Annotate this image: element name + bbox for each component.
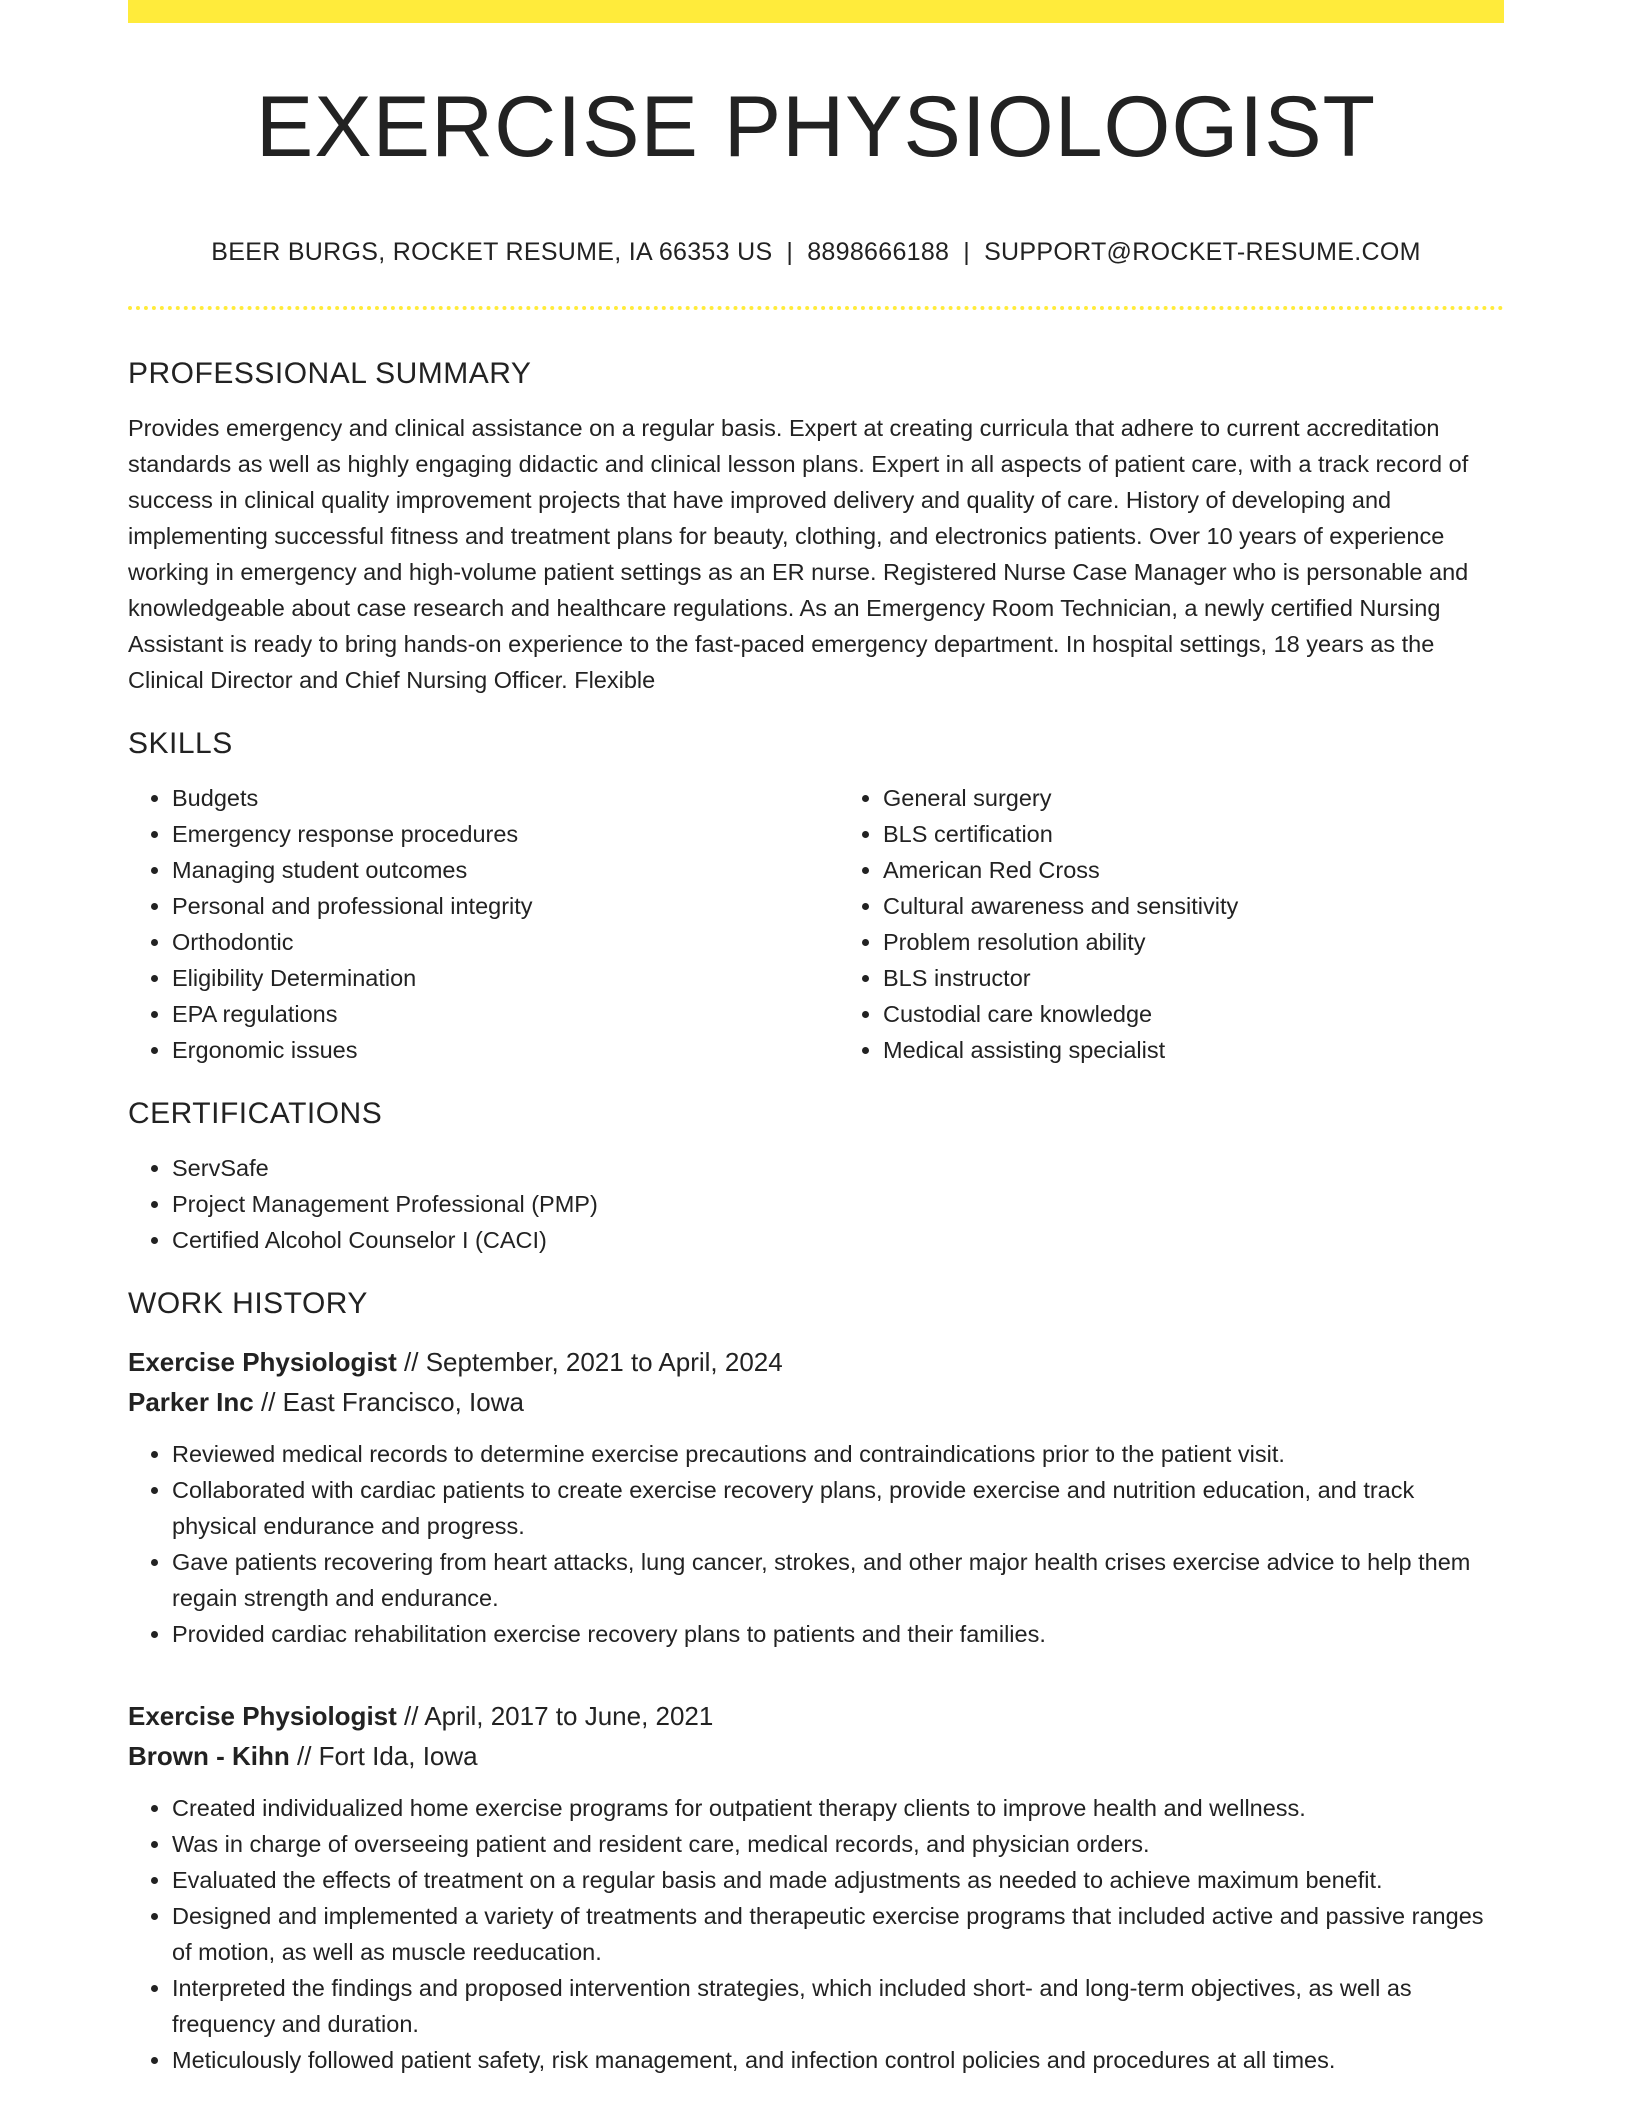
job-entry [128,1696,1504,2078]
job-company-line [128,1382,1504,1422]
skill-item: • BLS instructor [883,960,1504,996]
job-entry [128,1342,1504,1652]
summary-section [128,352,1504,698]
job-dates: // April, 2017 to June, 2021 [396,1701,714,1731]
skill-item: • Custodial care knowledge [883,996,1504,1032]
skill-item: • Medical assisting specialist [883,1032,1504,1068]
skill-item: • Budgets [172,780,793,816]
skill-item: • Problem resolution ability [883,924,1504,960]
certifications-heading: CERTIFICATIONS [128,1097,383,1130]
skills-list-left [128,780,793,1068]
skills-list-right [793,780,1504,1068]
job-title: Exercise Physiologist [128,1701,397,1731]
header-divider [128,306,1504,310]
job-dates: // September, 2021 to April, 2024 [396,1347,783,1377]
skill-item: • Personal and professional integrity [172,888,793,924]
skill-item: • Orthodontic [172,924,793,960]
skill-item: • Ergonomic issues [172,1032,793,1068]
contact-email[interactable]: SUPPORT@ROCKET-RESUME.COM [984,238,1421,266]
job-bullets [128,1436,1504,1652]
certifications-list [128,1150,1504,1258]
skill-item: • BLS certification [883,816,1504,852]
skill-item: • EPA regulations [172,996,793,1032]
skill-item: • Cultural awareness and sensitivity [883,888,1504,924]
contact-separator: | [786,238,794,266]
skills-heading: SKILLS [128,727,233,760]
work-history-heading: WORK HISTORY [128,1287,368,1320]
skills-grid [128,780,1504,1068]
job-location: // Fort Ida, Iowa [289,1741,478,1771]
job-bullets [128,1790,1504,2078]
job-title-line [128,1696,1504,1736]
resume-content [128,352,1504,2078]
skill-item: • General surgery [883,780,1504,816]
job-spacer [128,1652,1504,1680]
certification-item: • Project Management Professional (PMP) [172,1186,1504,1222]
summary-text: Provides emergency and clinical assistance on a regular basis. Expert at creating curricula that adhere to current accreditation standards as well as highly engaging didactic and clinical lesson plans. Expert in all aspects of patient care, with a track record of success in clinical quality improvement projects that have improved delivery and quality of care. History of developing and implementing successful fitness and treatment plans for beauty, clothing, and electronics patients. Over 10 years of experience working in emergency and high-volume patient settings as an ER nurse. Registered Nurse Case Manager who is personable and knowledgeable about case research and healthcare regulations. As an Emergency Room Technician, a newly certified Nursing Assistant is ready to bring hands-on experience to the fast-paced emergency department. In hospital settings, 18 years as the Clinical Director and Chief Nursing Officer. Flexible [128,415,1469,693]
job-bullet: • Collaborated with cardiac patients to create exercise recovery plans, provide exercise and nutrition education, and track physical endurance and progress. [172,1472,1504,1544]
job-company: Brown - Kihn [128,1741,290,1771]
contact-phone: 8898666188 [807,238,950,266]
contact-address: BEER BURGS, ROCKET RESUME, IA 66353 US [211,238,773,266]
job-bullet: • Created individualized home exercise programs for outpatient therapy clients to improve health and wellness. [172,1790,1504,1826]
certification-item: • Certified Alcohol Counselor I (CACI) [172,1222,1504,1258]
work-history-section [128,1282,1504,2078]
skill-item: • American Red Cross [883,852,1504,888]
skill-item: • Managing student outcomes [172,852,793,888]
certification-item: • ServSafe [172,1150,1504,1186]
summary-heading: PROFESSIONAL SUMMARY [128,357,532,390]
job-title-line [128,1342,1504,1382]
job-bullet: • Interpreted the findings and proposed intervention strategies, which included short- and long-term objectives, as well as frequency and duration. [172,1970,1504,2042]
job-bullet: • Evaluated the effects of treatment on a regular basis and made adjustments as needed to achieve maximum benefit. [172,1862,1504,1898]
job-bullet: • Provided cardiac rehabilitation exercise recovery plans to patients and their families. [172,1616,1504,1652]
job-bullet: • Was in charge of overseeing patient and resident care, medical records, and physician orders. [172,1826,1504,1862]
job-location: // East Francisco, Iowa [253,1387,524,1417]
contact-separator: | [963,238,971,266]
job-bullet: • Reviewed medical records to determine exercise precautions and contraindications prior to the patient visit. [172,1436,1504,1472]
skill-item: • Eligibility Determination [172,960,793,996]
job-company-line [128,1736,1504,1776]
job-bullet: • Gave patients recovering from heart attacks, lung cancer, strokes, and other major health crises exercise advice to help them regain strength and endurance. [172,1544,1504,1616]
job-bullet: • Meticulously followed patient safety, risk management, and infection control policies and procedures at all times. [172,2042,1504,2078]
skill-item: • Emergency response procedures [172,816,793,852]
job-bullet: • Designed and implemented a variety of treatments and therapeutic exercise programs that included active and passive ranges of motion, as well as muscle reeducation. [172,1898,1504,1970]
contact-line [128,238,1504,267]
job-title: Exercise Physiologist [128,1347,397,1377]
certifications-section [128,1092,1504,1258]
resume-name: EXERCISE PHYSIOLOGIST [255,79,1377,175]
skills-section [128,722,1504,1068]
job-company: Parker Inc [128,1387,254,1417]
top-accent-bar [128,0,1504,23]
